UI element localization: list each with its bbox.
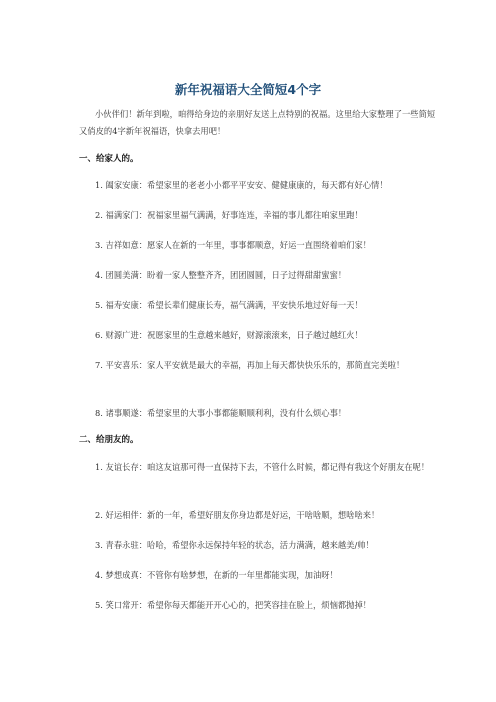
list-item: 3. 青春永驻：哈哈，希望你永远保持年轻的状态，活力满满，越来越美/帅！: [95, 540, 374, 550]
section-heading-family: 一、给家人的。: [79, 154, 139, 164]
list-item: 6. 财源广进：祝愿家里的生意越来越好，财源滚滚来，日子越过越红火！: [95, 330, 363, 340]
list-item: 4. 梦想成真：不管你有啥梦想，在新的一年里都能实现，加油呀！: [95, 570, 338, 580]
list-item: 5. 福寿安康：希望长辈们健康长寿，福气满满，平安快乐地过好每一天！: [95, 300, 363, 310]
list-item: 8. 诸事顺遂：希望家里的大事小事都能顺顺利利，没有什么烦心事！: [95, 408, 347, 418]
list-item: 5. 笑口常开：希望你每天都能开开心心的，把笑容挂在脸上，烦恼都抛掉！: [95, 600, 372, 610]
document-title: 新年祝福语大全简短4个字: [174, 82, 322, 97]
list-item: 2. 福满家门：祝福家里福气满满，好事连连，幸福的事儿都往咱家里跑！: [95, 210, 363, 220]
list-item: 1. 友谊长存：咱这友谊那可得一直保持下去，不管什么时候，都记得有我这个好朋友在呢！: [95, 462, 430, 472]
intro-paragraph: 小伙伴们！新年到啦，咱得给身边的亲朋好友送上点特别的祝福。这里给大家整理了一些简短又俏皮的4字新年祝福语，快拿去用吧！: [79, 109, 436, 136]
section-heading-friends: 二、给朋友的。: [79, 435, 139, 445]
list-item: 2. 好运相伴：新的一年，希望好朋友你身边都是好运，干啥啥顺，想啥啥来！: [95, 510, 380, 520]
list-item: 3. 吉祥如意：愿家人在新的一年里，事事都顺意，好运一直围绕着咱们家！: [95, 240, 372, 250]
list-item: 1. 阖家安康：希望家里的老老小小都平平安安、健健康康的，每天都有好心情！: [95, 180, 388, 190]
list-item: 7. 平安喜乐：家人平安就是最大的幸福，再加上每天都快快乐乐的，那简直完美啦！: [95, 360, 405, 370]
list-item: 4. 团圆美满：盼着一家人整整齐齐，团团圆圆，日子过得甜甜蜜蜜！: [95, 270, 347, 280]
